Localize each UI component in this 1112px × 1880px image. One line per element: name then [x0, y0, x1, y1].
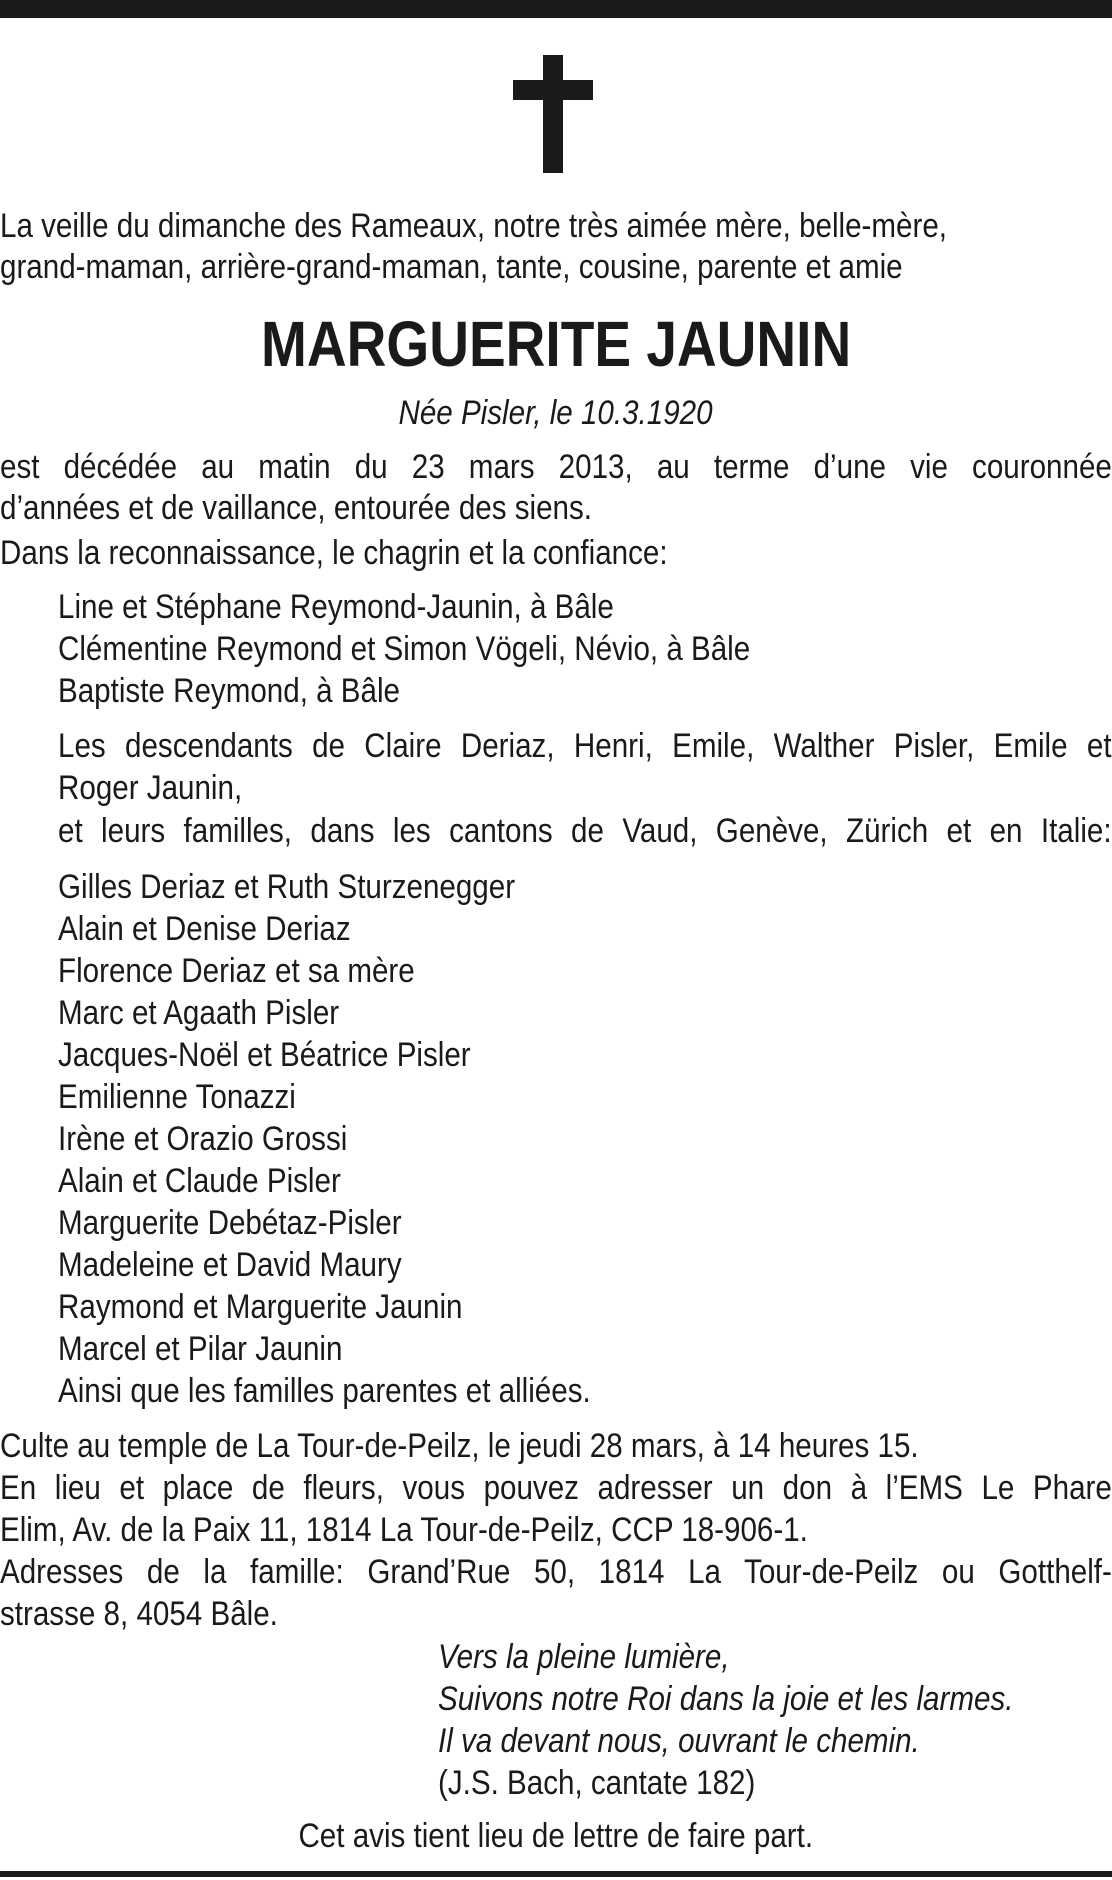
top-border-rule: [0, 0, 1112, 18]
relative: Marc et Agaath Pisler: [58, 994, 340, 1032]
intro-line-2: grand-maman, arrière-grand-maman, tante, cousine, parente et amie: [0, 248, 903, 286]
service-line-3: Elim, Av. de la Paix 11, 1814 La Tour-de-Peilz, CCP 18-906-1.: [0, 1511, 808, 1549]
service-line-1: Culte au temple de La Tour-de-Peilz, le jeudi 28 mars, à 14 heures 15.: [0, 1427, 919, 1465]
poem-line-3: Il va devant nous, ouvrant le chemin.: [438, 1722, 920, 1760]
family-member: Line et Stéphane Reymond-Jaunin, à Bâle: [58, 588, 614, 626]
relative: Emilienne Tonazzi: [58, 1078, 296, 1116]
footer-note: Cet avis tient lieu de lettre de faire part.: [298, 1817, 814, 1855]
poem-attribution: (J.S. Bach, cantate 182): [438, 1764, 756, 1802]
relative: Marcel et Pilar Jaunin: [58, 1330, 343, 1368]
relative: Jacques-Noël et Béatrice Pisler: [58, 1036, 471, 1074]
descendants-line-2: Roger Jaunin,: [58, 769, 243, 807]
cross-icon: [513, 55, 593, 175]
relative: Marguerite Debétaz-Pisler: [58, 1204, 402, 1242]
relative: Raymond et Marguerite Jaunin: [58, 1288, 463, 1326]
relative: Madeleine et David Maury: [58, 1246, 402, 1284]
intro-line-1: La veille du dimanche des Rameaux, notre très aimée mère, belle-mère,: [0, 207, 948, 245]
service-line-5: strasse 8, 4054 Bâle.: [0, 1595, 278, 1633]
death-notice-line-1: est décédée au matin du 23 mars 2013, au terme d’une vie couronnée: [0, 448, 1112, 486]
death-notice-line-3: Dans la reconnaissance, le chagrin et la confiance:: [0, 534, 668, 572]
relative: Ainsi que les familles parentes et alliées.: [58, 1372, 591, 1410]
relative: Irène et Orazio Grossi: [58, 1120, 348, 1158]
relative: Florence Deriaz et sa mère: [58, 952, 415, 990]
death-notice-line-2: d’années et de vaillance, entourée des siens.: [0, 489, 593, 527]
birth-info: Née Pisler, le 10.3.1920: [398, 394, 714, 432]
poem-line-1: Vers la pleine lumière,: [438, 1638, 730, 1676]
relative: Alain et Claude Pisler: [58, 1162, 341, 1200]
deceased-name: MARGUERITE JAUNIN: [260, 308, 852, 380]
service-line-2: En lieu et place de fleurs, vous pouvez adresser un don à l’EMS Le Phare: [0, 1469, 1112, 1507]
descendants-line-1: Les descendants de Claire Deriaz, Henri, Emile, Walther Pisler, Emile et: [58, 727, 1112, 765]
family-member: Clémentine Reymond et Simon Vögeli, Névio, à Bâle: [58, 630, 751, 668]
relative: Gilles Deriaz et Ruth Sturzenegger: [58, 868, 516, 906]
family-member: Baptiste Reymond, à Bâle: [58, 672, 401, 710]
service-line-4: Adresses de la famille: Grand’Rue 50, 1814 La Tour-de-Peilz ou Gotthelf-: [0, 1553, 1112, 1591]
poem-line-2: Suivons notre Roi dans la joie et les larmes.: [438, 1680, 1014, 1718]
descendants-line-3: et leurs familles, dans les cantons de Vaud, Genève, Zürich et en Italie:: [58, 812, 1112, 850]
bottom-border-rule: [0, 1871, 1112, 1877]
relative: Alain et Denise Deriaz: [58, 910, 351, 948]
